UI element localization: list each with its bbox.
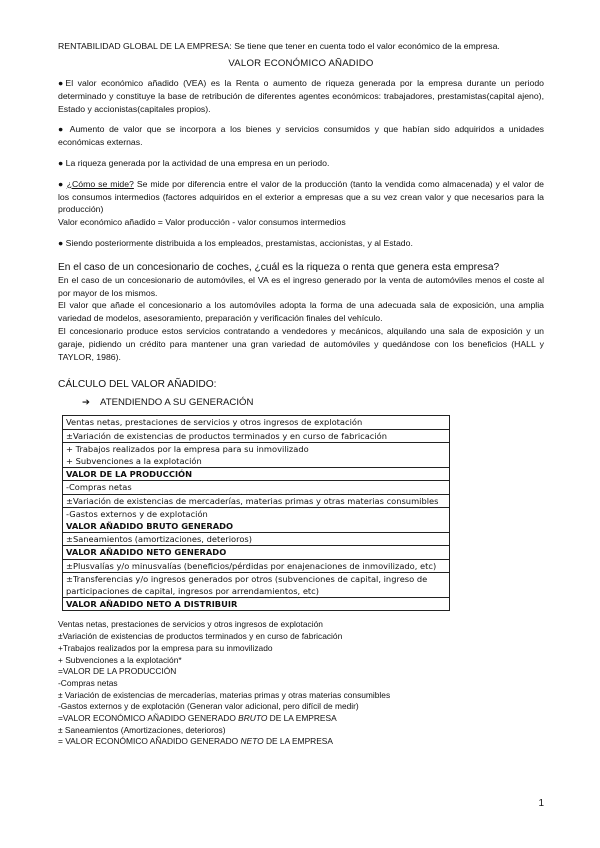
how-measured-text: Se mide por diferencia entre el valor de la producción (tanto la vendida como almacenada) y el valor de los consumos intermedios (factores adquiridos en el exterior a empresas que a su vez crean valor y que necesarios para la producción) [58,178,544,215]
table-cell-total: VALOR AÑADIDO BRUTO GENERADO [63,520,450,533]
case-paragraph-3: El concesionario produce estos servicios contratando a vendedores y mecánicos, alquilando una sala de exposición y un garaje, pidiendo un crédito para mantener una gran variedad de automóviles y quedándose con los beneficios (HALL y TAYLOR, 1986). [58,325,544,362]
bullet-distribution: ● Siendo posteriormente distribuida a los empleados, prestamistas, accionistas, y al Estado. [58,237,413,248]
table-cell-total: VALOR AÑADIDO NETO A DISTRIBUIR [63,598,450,611]
list-item: =VALOR DE LA PRODUCCIÓN [58,666,177,677]
bullet-value-increase: ● Aumento de valor que se incorpora a los bienes y servicios consumidos y que habían sido adquiridos a unidades económicas externas. [58,124,544,148]
list-item-text: =VALOR ECONÓMICO AÑADIDO GENERADO [58,713,239,724]
table-cell-total: VALOR DE LA PRODUCCIÓN [63,468,450,481]
table-cell: ±Variación de existencias de mercaderías, materias primas y otras materias consumibles [63,494,450,507]
table-row [63,520,450,533]
table-cell: Ventas netas, prestaciones de servicios y otros ingresos de explotación [63,416,450,429]
table-row [63,598,450,611]
table-row [63,481,450,494]
list-item-emphasis: NETO [240,736,264,747]
table-row [63,572,450,597]
table-row [63,455,450,468]
table-row [63,507,450,520]
list-item: ± Saneamientos (Amortizaciones, deterioros) [58,724,226,735]
table-cell: + Trabajos realizados por la empresa para su inmovilizado [63,442,450,455]
table-cell: + Subvenciones a la explotación [63,455,450,468]
case-paragraph-1: En el caso de un concesionario de automóviles, el VA es el ingreso generado por la venta de automóviles menos el coste al por mayor de los mismos. [58,274,544,298]
value-added-table [62,415,450,611]
list-item: ± Variación de existencias de mercaderías, materias primas y otras materias consumibles [58,689,391,700]
table-cell: -Gastos externos y de explotación [63,507,450,520]
document-page [58,40,544,748]
intro-line: RENTABILIDAD GLOBAL DE LA EMPRESA: Se tiene que tener en cuenta todo el valor económico de la empresa. [58,41,500,51]
section-heading: VALOR ECONÓMICO AÑADIDO [228,58,374,69]
page-number: 1 [538,798,544,809]
list-item [58,713,544,725]
list-item-text: DE LA EMPRESA [267,713,337,724]
list-item: Ventas netas, prestaciones de servicios y otros ingresos de explotación [58,619,323,630]
how-measured-question: ¿Cómo se mide? [66,178,134,189]
list-item [58,736,544,748]
case-paragraph-2: El valor que añade el concesionario a los automóviles adopta la forma de una adecuada sala de exposición, una amplia variedad de modelos, asesoramiento, preparación y verificación finales del vehículo. [58,300,544,324]
list-item-text: = VALOR ECONÓMICO AÑADIDO GENERADO [58,736,241,747]
table-cell: ±Plusvalías y/o minusvalías (beneficios/pérdidas por enajenaciones de inmovilizado, etc) [63,559,450,572]
calc-subtitle-line [82,397,544,408]
list-item: +Trabajos realizados por la empresa para su inmovilizado [58,642,273,653]
list-item: -Compras netas [58,677,118,688]
calc-subtitle: ATENDIENDO A SU GENERACIÓN [100,397,254,409]
table-row [63,546,450,559]
summary-list [58,619,544,748]
table-cell: ±Saneamientos (amortizaciones, deterioros) [63,533,450,546]
list-item: -Gastos externos y de explotación (Generan valor adicional, pero difícil de medir) [58,701,359,712]
calc-title: CÁLCULO DEL VALOR AÑADIDO: [58,379,217,391]
table-cell: ±Variación de existencias de productos terminados y en curso de fabricación [63,429,450,442]
bullet-how-measured [58,178,544,216]
table-row [63,468,450,481]
table-row [63,559,450,572]
table-row [63,494,450,507]
table-row [63,442,450,455]
table-row [63,533,450,546]
bullet-prefix: ● [58,178,67,189]
list-item: ±Variación de existencias de productos terminados y en curso de fabricación [58,631,343,642]
bullet-vea-definition: ●El valor económico añadido (VEA) es la Renta o aumento de riqueza generada por la empresa durante un periodo determinado y constituye la base de retribución de diferentes agentes económicos: trabajadores, prestamistas(capital ajeno), Estado y accionistas(capitales propios). [58,78,544,114]
table-row [63,429,450,442]
list-item: + Subvenciones a la explotación* [58,654,182,665]
arrow-icon: ➔ [82,397,91,409]
bullet-wealth: ● La riqueza generada por la actividad de una empresa en un periodo. [58,157,330,168]
table-cell-total: VALOR AÑADIDO NETO GENERADO [63,546,450,559]
table-row [63,416,450,429]
list-item-text: DE LA EMPRESA [263,736,333,747]
formula-line: Valor económico añadido = Valor producción - valor consumos intermedios [58,217,346,228]
list-item-emphasis: BRUTO [238,713,268,724]
table-cell: ±Transferencias y/o ingresos generados por otros (subvenciones de capital, ingreso de participaciones de capital, ingresos por arrendamientos, etc) [63,572,450,597]
table-cell: -Compras netas [63,481,450,494]
case-question: En el caso de un concesionario de coches, ¿cuál es la riqueza o renta que genera esta empresa? [58,261,500,273]
